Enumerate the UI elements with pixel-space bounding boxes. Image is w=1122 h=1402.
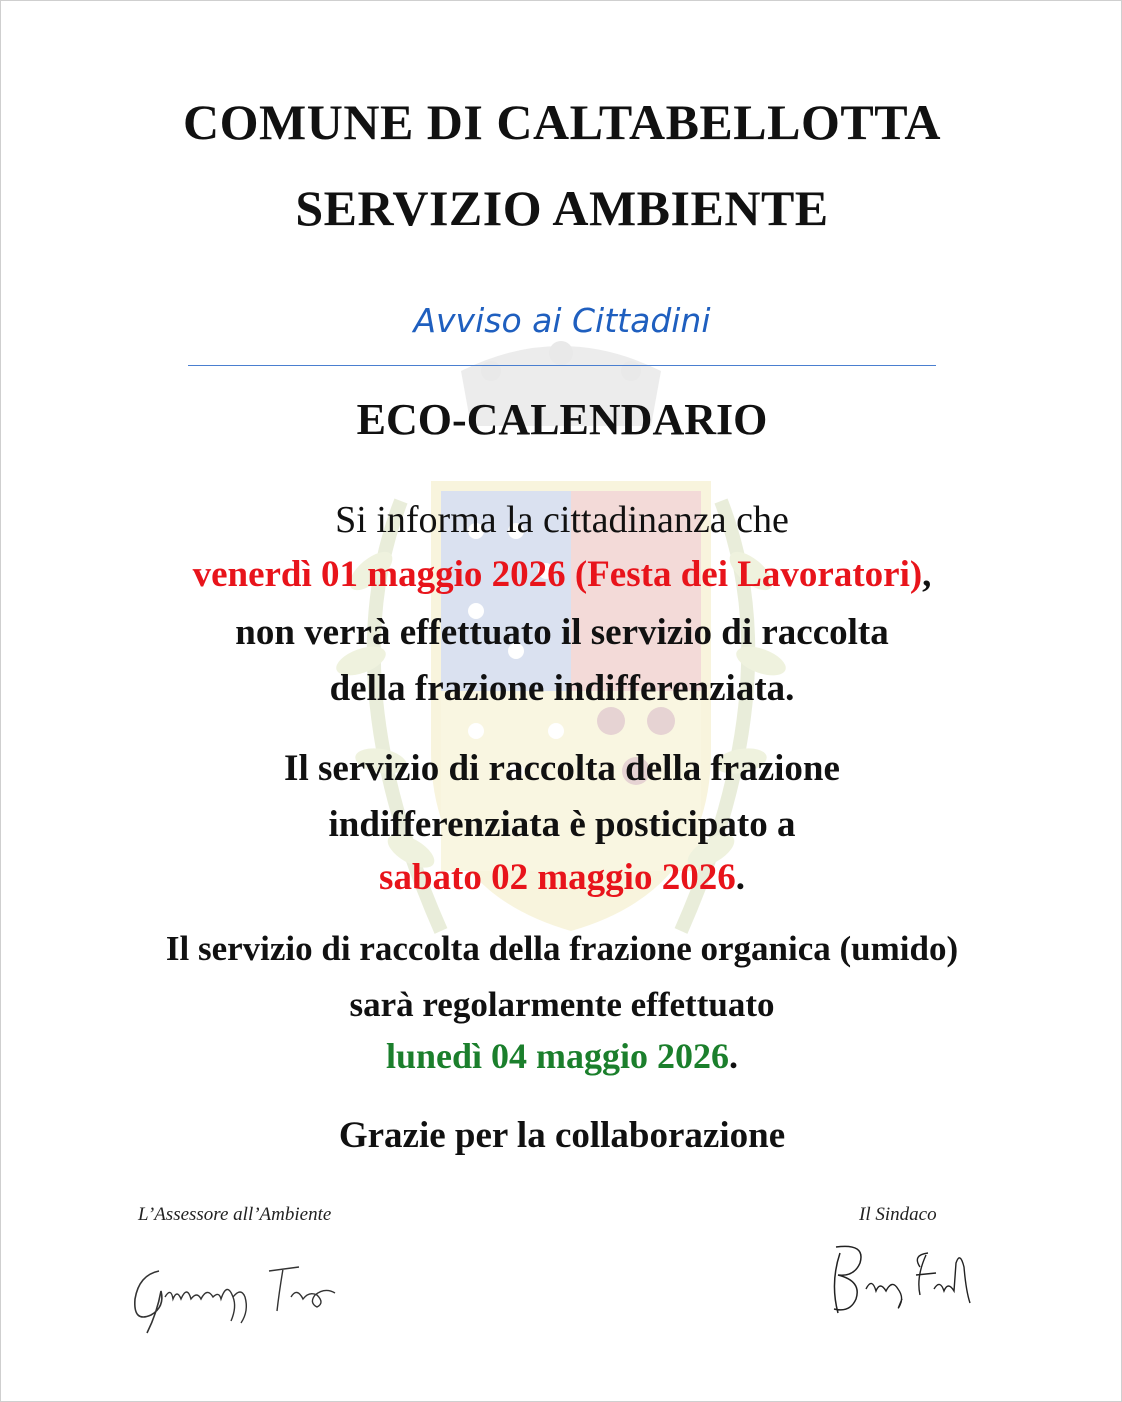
department-title: SERVIZIO AMBIENTE [295,180,829,236]
paragraph2-line1: Il servizio di raccolta della frazione [284,748,840,789]
paragraph2-line2: indifferenziata è posticipato a [328,804,796,845]
paragraph1-line3: non verrà effettuato il servizio di raccolta [235,612,889,653]
closing-thanks: Grazie per la collaborazione [338,1115,786,1156]
mayor-label: Il Sindaco [859,1204,937,1225]
paragraph2-date-line [1,856,1122,899]
holiday-date-highlight: venerdì 01 maggio 2026 (Festa dei Lavoratori) [192,554,923,595]
document-title: ECO-CALENDARIO [356,395,768,444]
paragraph3-line2: sarà regolarmente effettuato [349,985,775,1024]
paragraph1-intro: Si informa la cittadinanza che [335,499,789,541]
assessor-label: L’Assessore all’Ambiente [138,1204,332,1225]
postponed-date-highlight: sabato 02 maggio 2026 [379,857,736,898]
organic-date-highlight: lunedì 04 maggio 2026 [385,1036,730,1076]
paragraph1-line4: della frazione indifferenziata. [329,668,795,709]
paragraph2-date-suffix: . [735,857,745,898]
paragraph1-date-line [1,553,1122,596]
paragraph3-date-line [1,1035,1122,1077]
assessor-signature [121,1241,361,1341]
paragraph3-date-suffix: . [729,1036,739,1076]
paragraph3-line1: Il servizio di raccolta della frazione organica (umido) [165,929,959,968]
notice-type-heading: Avviso ai Cittadini [413,301,711,340]
paragraph1-date-suffix: , [922,554,932,595]
mayor-signature [816,1233,986,1328]
heading-divider [188,365,936,366]
municipality-title: COMUNE DI CALTABELLOTTA [183,94,941,150]
